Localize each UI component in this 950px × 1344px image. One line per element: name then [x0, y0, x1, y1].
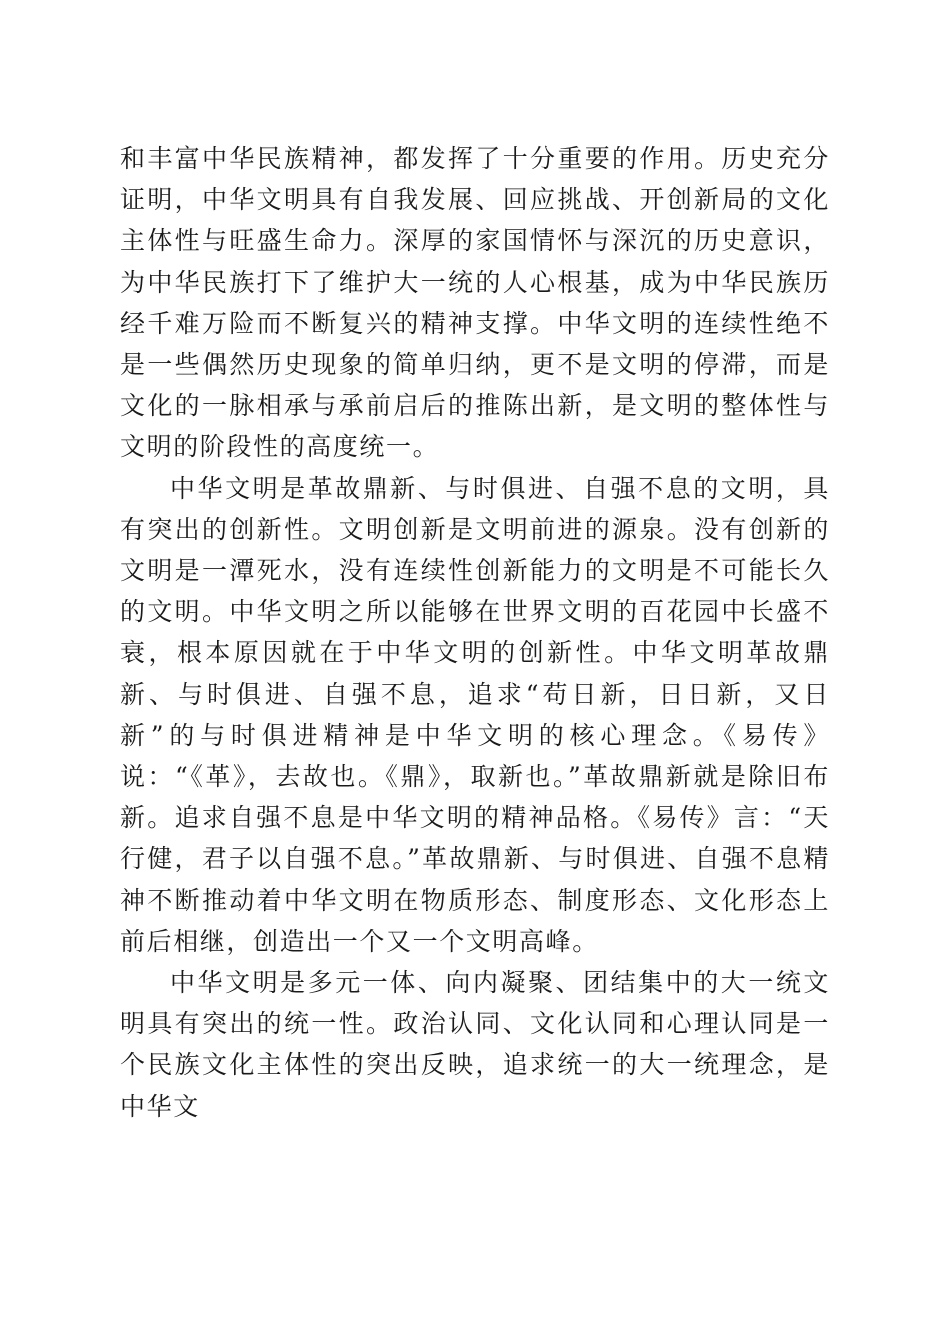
paragraph-innovation: 中华文明是革故鼎新、与时俱进、自强不息的文明，具有突出的创新性。文明创新是文明前进的源泉。没有创新的文明是一潭死水，没有连续性创新能力的文明是不可能长久的文明。中华文明之所以能够在世界文明的百花园中长盛不衰，根本原因就在于中华文明的创新性。中华文明革故鼎新、与时俱进、自强不息，追求“苟日新，日日新，又日新”的与时俱进精神是中华文明的核心理念。《易传》说：“《革》，去故也。《鼎》，取新也。”革故鼎新就是除旧布新。追求自强不息是中华文明的精神品格。《易传》言：“天行健，君子以自强不息。”革故鼎新、与时俱进、自强不息精神不断推动着中华文明在物质形态、制度形态、文化形态上前后相继，创造出一个又一个文明高峰。 — [120, 473, 830, 956]
paragraph-continued: 和丰富中华民族精神，都发挥了十分重要的作用。历史充分证明，中华文明具有自我发展、回应挑战、开创新局的文化主体性与旺盛生命力。深厚的家国情怀与深沉的历史意识，为中华民族打下了维护大一统的人心根基，成为中华民族历经千难万险而不断复兴的精神支撑。中华文明的连续性绝不是一些偶然历史现象的简单归纳，更不是文明的停滞，而是文化的一脉相承与承前启后的推陈出新，是文明的整体性与文明的阶段性的高度统一。 — [120, 144, 830, 462]
paragraph-unity: 中华文明是多元一体、向内凝聚、团结集中的大一统文明具有突出的统一性。政治认同、文化认同和心理认同是一个民族文化主体性的突出反映，追求统一的大一统理念，是中华文 — [120, 968, 830, 1121]
document-body — [120, 138, 830, 1127]
